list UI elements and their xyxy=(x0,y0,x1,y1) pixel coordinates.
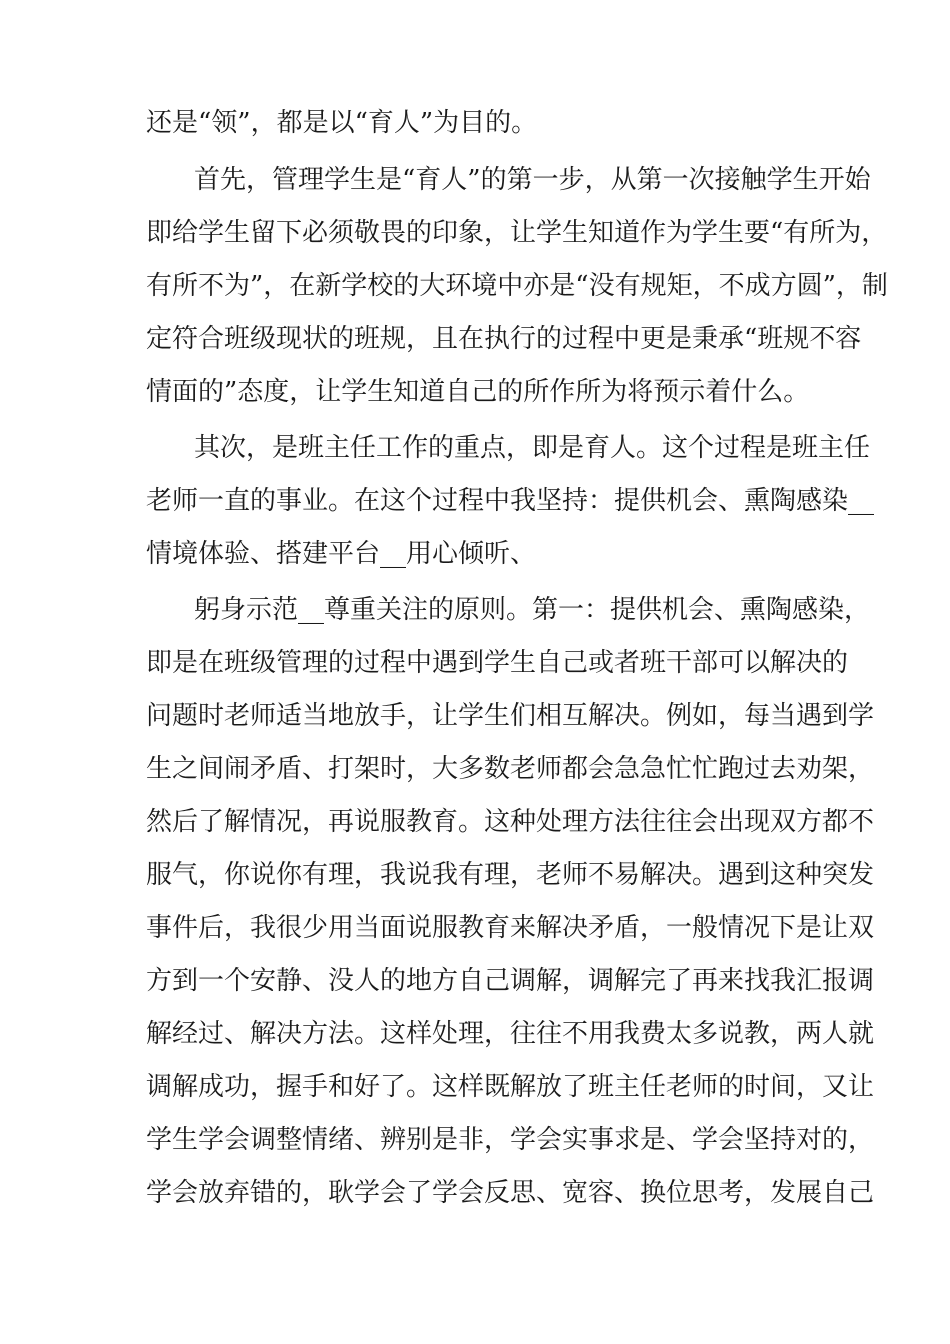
text-line-21: 学会放弃错的，耿学会了学会反思、宽容、换位思考，发展自己 xyxy=(146,1178,875,1208)
text-line-16: 事件后，我很少用当面说服教育来解决矛盾，一般情况下是让双 xyxy=(146,913,875,943)
text-line-18: 解经过、解决方法。这样处理，往往不用我费太多说教，两人就 xyxy=(146,1019,875,1049)
text-line-7: 其次，是班主任工作的重点，即是育人。这个过程是班主任 xyxy=(194,433,871,463)
text-line-1: 还是“领”，都是以“育人”为目的。 xyxy=(146,108,538,138)
text-line-12: 问题时老师适当地放手，让学生们相互解决。例如，每当遇到学 xyxy=(146,701,875,731)
text-line-17: 方到一个安静、没人的地方自己调解，调解完了再来找我汇报调 xyxy=(146,966,875,996)
text-line-8: 老师一直的事业。在这个过程中我坚持：提供机会、熏陶感染__ xyxy=(146,486,875,516)
text-line-5: 定符合班级现状的班规，且在执行的过程中更是秉承“班规不容 xyxy=(146,324,862,354)
text-line-19: 调解成功，握手和好了。这样既解放了班主任老师的时间，又让 xyxy=(146,1072,875,1102)
text-line-20: 学生学会调整情绪、辨别是非，学会实事求是、学会坚持对的， xyxy=(146,1125,875,1155)
text-line-6: 情面的”态度，让学生知道自己的所作所为将预示着什么。 xyxy=(146,377,810,407)
text-line-14: 然后了解情况，再说服教育。这种处理方法往往会出现双方都不 xyxy=(146,807,875,837)
text-line-15: 服气，你说你有理，我说我有理，老师不易解决。遇到这种突发 xyxy=(146,860,875,890)
text-line-2: 首先，管理学生是“育人”的第一步，从第一次接触学生开始 xyxy=(194,165,871,195)
text-line-3: 即给学生留下必须敬畏的印象，让学生知道作为学生要“有所为， xyxy=(146,218,888,248)
text-line-9: 情境体验、搭建平台__用心倾听、 xyxy=(146,539,537,569)
text-line-13: 生之间闹矛盾、打架时，大多数老师都会急急忙忙跑过去劝架， xyxy=(146,754,875,784)
text-line-10: 躬身示范__尊重关注的原则。第一：提供机会、熏陶感染， xyxy=(194,595,871,625)
text-line-4: 有所不为”，在新学校的大环境中亦是“没有规矩，不成方圆”，制 xyxy=(146,271,888,301)
text-line-11: 即是在班级管理的过程中遇到学生自己或者班干部可以解决的 xyxy=(146,648,849,678)
